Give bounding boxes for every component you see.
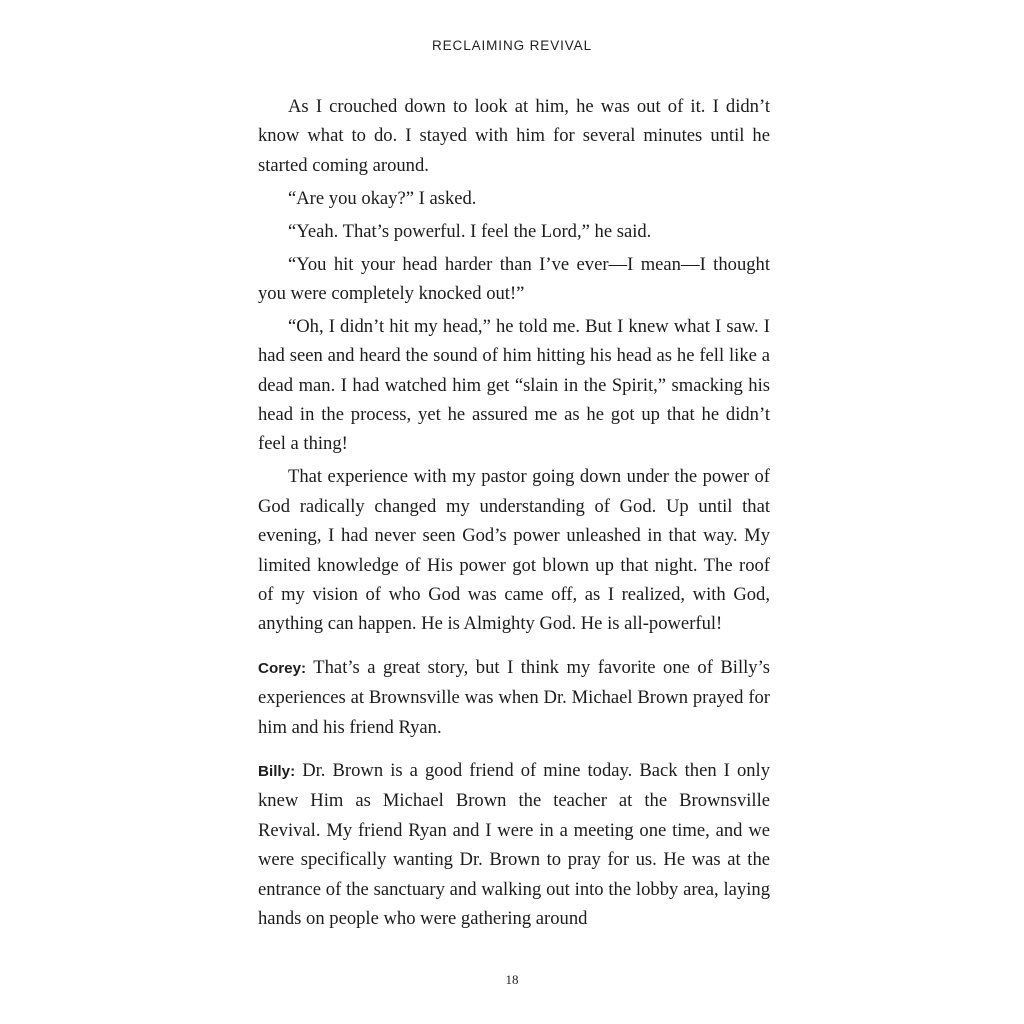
dialogue-text: Dr. Brown is a good friend of mine today. Back then I only knew Him as Michael Brown the teacher at the Brownsville Revival. My friend Ryan and I were in a meeting one time, and we were specifically wanting Dr. Brown to pray for us. He was at the entrance of the sanctuary and walking out into the lobby area, laying hands on people who were gathering around <box>258 760 770 930</box>
paragraph: That experience with my pastor going down under the power of God radically changed my understanding of God. Up until that evening, I had never seen God’s power unleashed in that way. My limited knowledge of His power got blown up that night. The roof of my vision of who God was came off, as I realized, with God, anything can happen. He is Almighty God. He is all-powerful! <box>258 466 770 635</box>
paragraph: “You hit your head harder than I’ve ever—I mean—I thought you were completely knocked out!” <box>258 253 770 304</box>
running-head: RECLAIMING REVIVAL <box>432 38 592 53</box>
page-number: 18 <box>505 972 519 987</box>
paragraph: “Oh, I didn’t hit my head,” he told me. But I knew what I saw. I had seen and heard the sound of him hitting his head as he fell like a dead man. I had watched him get “slain in the Spirit,” smacking his head in the process, yet he assured me as he got up that he didn’t feel a thing! <box>258 315 770 455</box>
speaker-label: Corey: <box>258 659 307 677</box>
dialogue-paragraph-corey <box>258 653 770 742</box>
speaker-label: Billy: <box>258 763 296 781</box>
paragraph: “Yeah. That’s powerful. I feel the Lord,” he said. <box>288 220 652 242</box>
paragraph: “Are you okay?” I asked. <box>288 187 477 209</box>
paragraph: As I crouched down to look at him, he was out of it. I didn’t know what to do. I stayed with him for several minutes until he started coming around. <box>258 96 770 176</box>
dialogue-paragraph-billy <box>258 756 770 933</box>
dialogue-text: That’s a great story, but I think my favorite one of Billy’s experiences at Brownsville was when Dr. Michael Brown prayed for him and his friend Ryan. <box>258 656 770 738</box>
body-text <box>258 92 770 933</box>
